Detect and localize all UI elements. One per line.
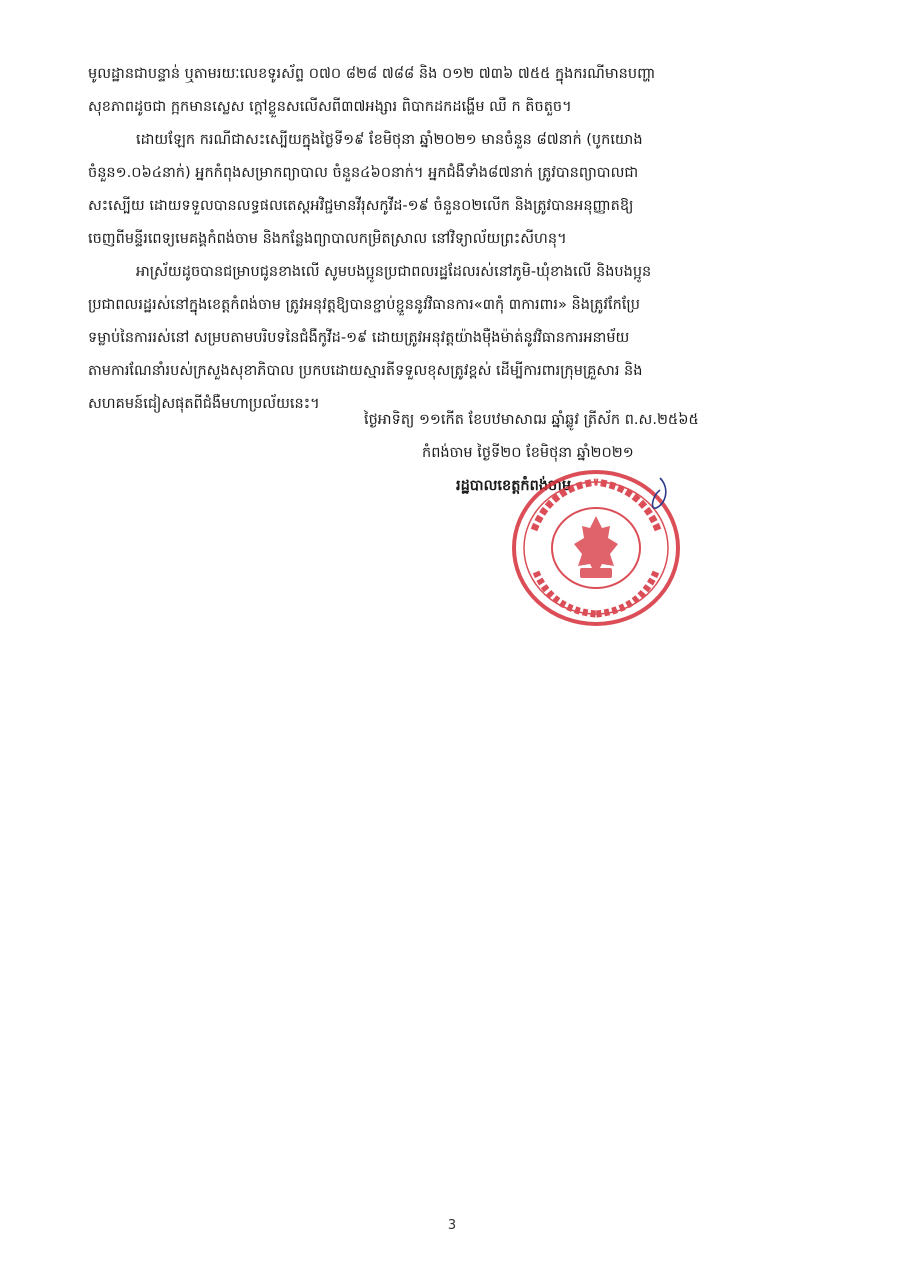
body-line: ទម្លាប់នៃការរស់នៅ សម្របតាមបរិបទនៃជំងឺកូវីដ-១៩ ដោយត្រូវអនុវត្តយ៉ាងម៉ឺងម៉ាត់នូវវិធានការអនាម័យ bbox=[88, 330, 630, 346]
body-line: អាស្រ័យដូចបានជម្រាបជូនខាងលើ សូមបងប្អូនប្រជាពលរដ្ឋដែលរស់នៅភូមិ-ឃុំខាងលើ និងបងប្អូន bbox=[136, 264, 652, 280]
document-body bbox=[88, 58, 816, 421]
issuing-authority: រដ្ឋបាលខេត្តកំពង់ចាម bbox=[456, 478, 572, 494]
lunar-date: ថ្ងៃអាទិត្យ ១១កើត ខែបឋមាសាឍ ឆ្នាំឆ្លូវ ត្រីស័ក ព.ស.២៥៦៥ bbox=[364, 412, 699, 428]
body-line: ប្រជាពលរដ្ឋរស់នៅក្នុងខេត្តកំពង់ចាម ត្រូវអនុវត្តឱ្យបានខ្ជាប់ខ្ជួននូវវិធានការ«៣កុំ ៣ការពារ» និងត្រូវកែប្រែ bbox=[88, 297, 640, 313]
body-line: សុខភាពដូចជា ក្អកមានស្លេស ក្តៅខ្លួនសលើសពី៣៧អង្សារ ពិបាកដកដង្ហើម ឈឺ ក តិចតួច។ bbox=[88, 99, 572, 115]
official-seal-icon bbox=[510, 468, 682, 628]
page-number: 3 bbox=[447, 1218, 457, 1233]
body-line: សះស្បើយ ដោយទទួលបានលទ្ធផលតេស្តអវិជ្ជមានវីរុសកូវីដ-១៩ ចំនួន០២លើក និងត្រូវបានអនុញ្ញាតឱ្យ bbox=[88, 198, 634, 214]
body-line: ចេញពីមន្ទីរពេទ្យមេគង្គកំពង់ចាម និងកន្លែងព្យាបាលកម្រិតស្រាល នៅវិទ្យាល័យព្រះសីហនុ។ bbox=[88, 231, 567, 247]
body-line: តាមការណែនាំរបស់ក្រសួងសុខាភិបាល ប្រកបដោយស្មារតីទទួលខុសត្រូវខ្ពស់ ដើម្បីការពារក្រុមគ្រួសារ និង bbox=[88, 363, 643, 379]
place-date: កំពង់ចាម ថ្ងៃទី២០ ខែមិថុនា ឆ្នាំ២០២១ bbox=[422, 445, 634, 461]
body-line: ដោយឡែក ករណីជាសះស្បើយក្នុងថ្ងៃទី១៩ ខែមិថុនា ឆ្នាំ២០២១ មានចំនួន ៨៧នាក់ (បូកយោង bbox=[136, 132, 643, 148]
body-line: មូលដ្ឋានជាបន្ទាន់ ឬតាមរយៈលេខទូរស័ព្ទ ០៧០ ៨២៨ ៧៨៨ និង ០១២ ៧៣៦ ៧៥៥ ក្នុងករណីមានបញ្ហា bbox=[88, 66, 656, 82]
body-line: សហគមន៍ជៀសផុតពីជំងឺមហាប្រល័យនេះ។ bbox=[88, 396, 320, 412]
body-line: ចំនួន១.០៦៤នាក់) អ្នកកំពុងសម្រាកព្យាបាល ចំនួន៤៦០នាក់។ អ្នកជំងឺទាំង៨៧នាក់ ត្រូវបានព្យាបាលជា bbox=[88, 165, 639, 181]
